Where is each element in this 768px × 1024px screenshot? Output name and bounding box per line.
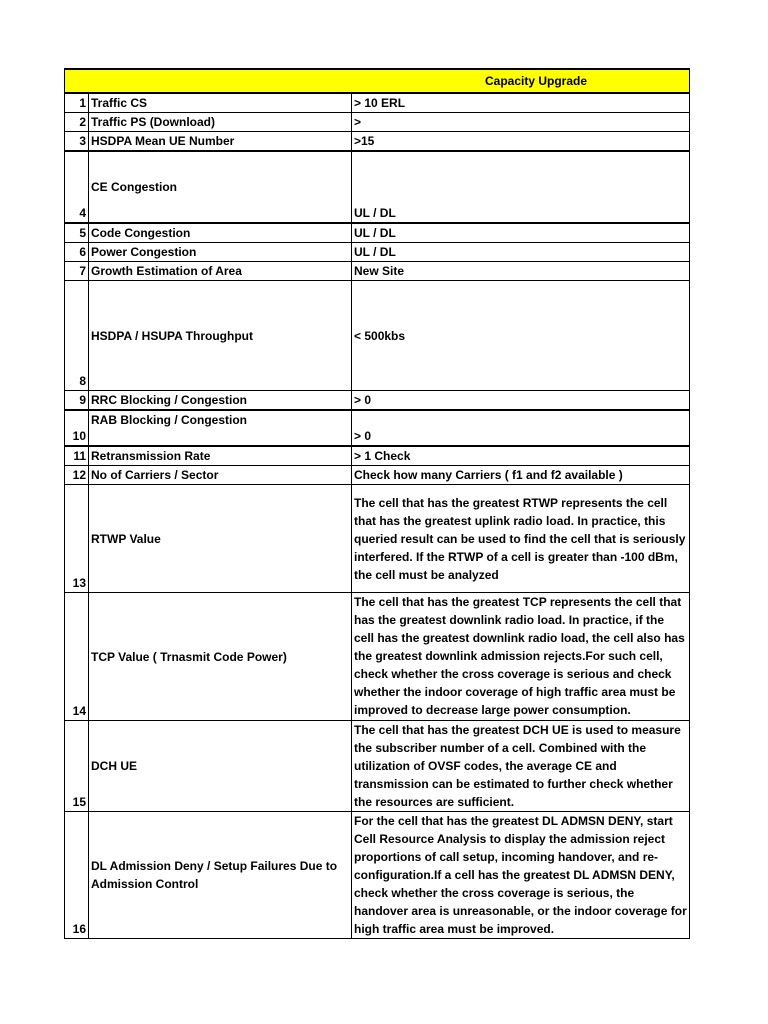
row-number: 4 <box>65 151 89 223</box>
row-value: UL / DL <box>352 243 690 262</box>
row-name: RAB Blocking / Congestion <box>89 410 352 446</box>
row-name: Power Congestion <box>89 243 352 262</box>
row-value: > 0 <box>352 391 690 411</box>
row-name: Growth Estimation of Area <box>89 262 352 281</box>
row-number: 11 <box>65 446 89 466</box>
row-number: 2 <box>65 113 89 132</box>
row-name: CE Congestion <box>89 151 352 223</box>
row-name: DCH UE <box>89 721 352 812</box>
row-value: For the cell that has the greatest DL ADMSN DENY, start Cell Resource Analysis to display the admission reject proportions of call setup, incoming handover, and re-configuration.If a cell has the greatest DL ADMSN DENY, check whether the cross coverage is serious, the handover area is unreasonable, or the indoor coverage for high traffic area must be improved. <box>352 812 690 939</box>
row-value: The cell that has the greatest DCH UE is used to measure the subscriber number of a cell. Combined with the utilization of OVSF codes, the average CE and transmission can be estimated to further check whether the resources are sufficient. <box>352 721 690 812</box>
row-number: 14 <box>65 593 89 721</box>
row-name: Code Congestion <box>89 223 352 243</box>
row-number: 16 <box>65 812 89 939</box>
row-number: 8 <box>65 281 89 391</box>
row-value: < 500kbs <box>352 281 690 391</box>
row-number: 13 <box>65 485 89 593</box>
row-value: > <box>352 113 690 132</box>
row-number: 1 <box>65 93 89 113</box>
row-number: 6 <box>65 243 89 262</box>
header-title: Capacity Upgrade <box>485 74 588 88</box>
row-value: >15 <box>352 132 690 152</box>
table-row <box>65 281 690 391</box>
table-row <box>65 466 690 485</box>
table-row <box>65 223 690 243</box>
table-row <box>65 113 690 132</box>
row-number: 15 <box>65 721 89 812</box>
table-row <box>65 593 690 721</box>
row-value: The cell that has the greatest RTWP represents the cell that has the greatest uplink radio load. In practice, this queried result can be used to find the cell that is seriously interfered. If the RTWP of a cell is greater than -100 dBm, the cell must be analyzed <box>352 485 690 593</box>
row-name: HSDPA / HSUPA Throughput <box>89 281 352 391</box>
row-number: 5 <box>65 223 89 243</box>
row-name: Traffic PS (Download) <box>89 113 352 132</box>
row-name: Traffic CS <box>89 93 352 113</box>
row-number: 3 <box>65 132 89 152</box>
row-name: DL Admission Deny / Setup Failures Due to Admission Control <box>89 812 352 939</box>
capacity-upgrade-table <box>64 68 690 939</box>
row-number: 9 <box>65 391 89 411</box>
row-number: 10 <box>65 410 89 446</box>
row-value: > 1 Check <box>352 446 690 466</box>
table-row <box>65 485 690 593</box>
row-name: Retransmission Rate <box>89 446 352 466</box>
table-row <box>65 243 690 262</box>
header-row <box>65 69 690 93</box>
row-value: UL / DL <box>352 151 690 223</box>
row-value: The cell that has the greatest TCP represents the cell that has the greatest downlink radio load. In practice, if the cell has the greatest downlink radio load, the cell also has the greatest downlink admission rejects.For such cell, check whether the cross coverage is serious and check whether the indoor coverage of high traffic area must be improved to decrease large power consumption. <box>352 593 690 721</box>
row-number: 7 <box>65 262 89 281</box>
row-value: > 10 ERL <box>352 93 690 113</box>
row-name: No of Carriers / Sector <box>89 466 352 485</box>
row-name: RRC Blocking / Congestion <box>89 391 352 411</box>
table-row <box>65 721 690 812</box>
table-row <box>65 446 690 466</box>
table-row <box>65 391 690 411</box>
table-row <box>65 132 690 152</box>
table-row <box>65 410 690 446</box>
row-value: UL / DL <box>352 223 690 243</box>
row-name: TCP Value ( Trnasmit Code Power) <box>89 593 352 721</box>
row-value: Check how many Carriers ( f1 and f2 available ) <box>352 466 690 485</box>
row-value: > 0 <box>352 410 690 446</box>
row-value: New Site <box>352 262 690 281</box>
table-row <box>65 93 690 113</box>
row-name: RTWP Value <box>89 485 352 593</box>
row-number: 12 <box>65 466 89 485</box>
header-cell <box>65 69 690 93</box>
row-name: HSDPA Mean UE Number <box>89 132 352 152</box>
table-row <box>65 812 690 939</box>
table-row <box>65 262 690 281</box>
table-row <box>65 151 690 223</box>
